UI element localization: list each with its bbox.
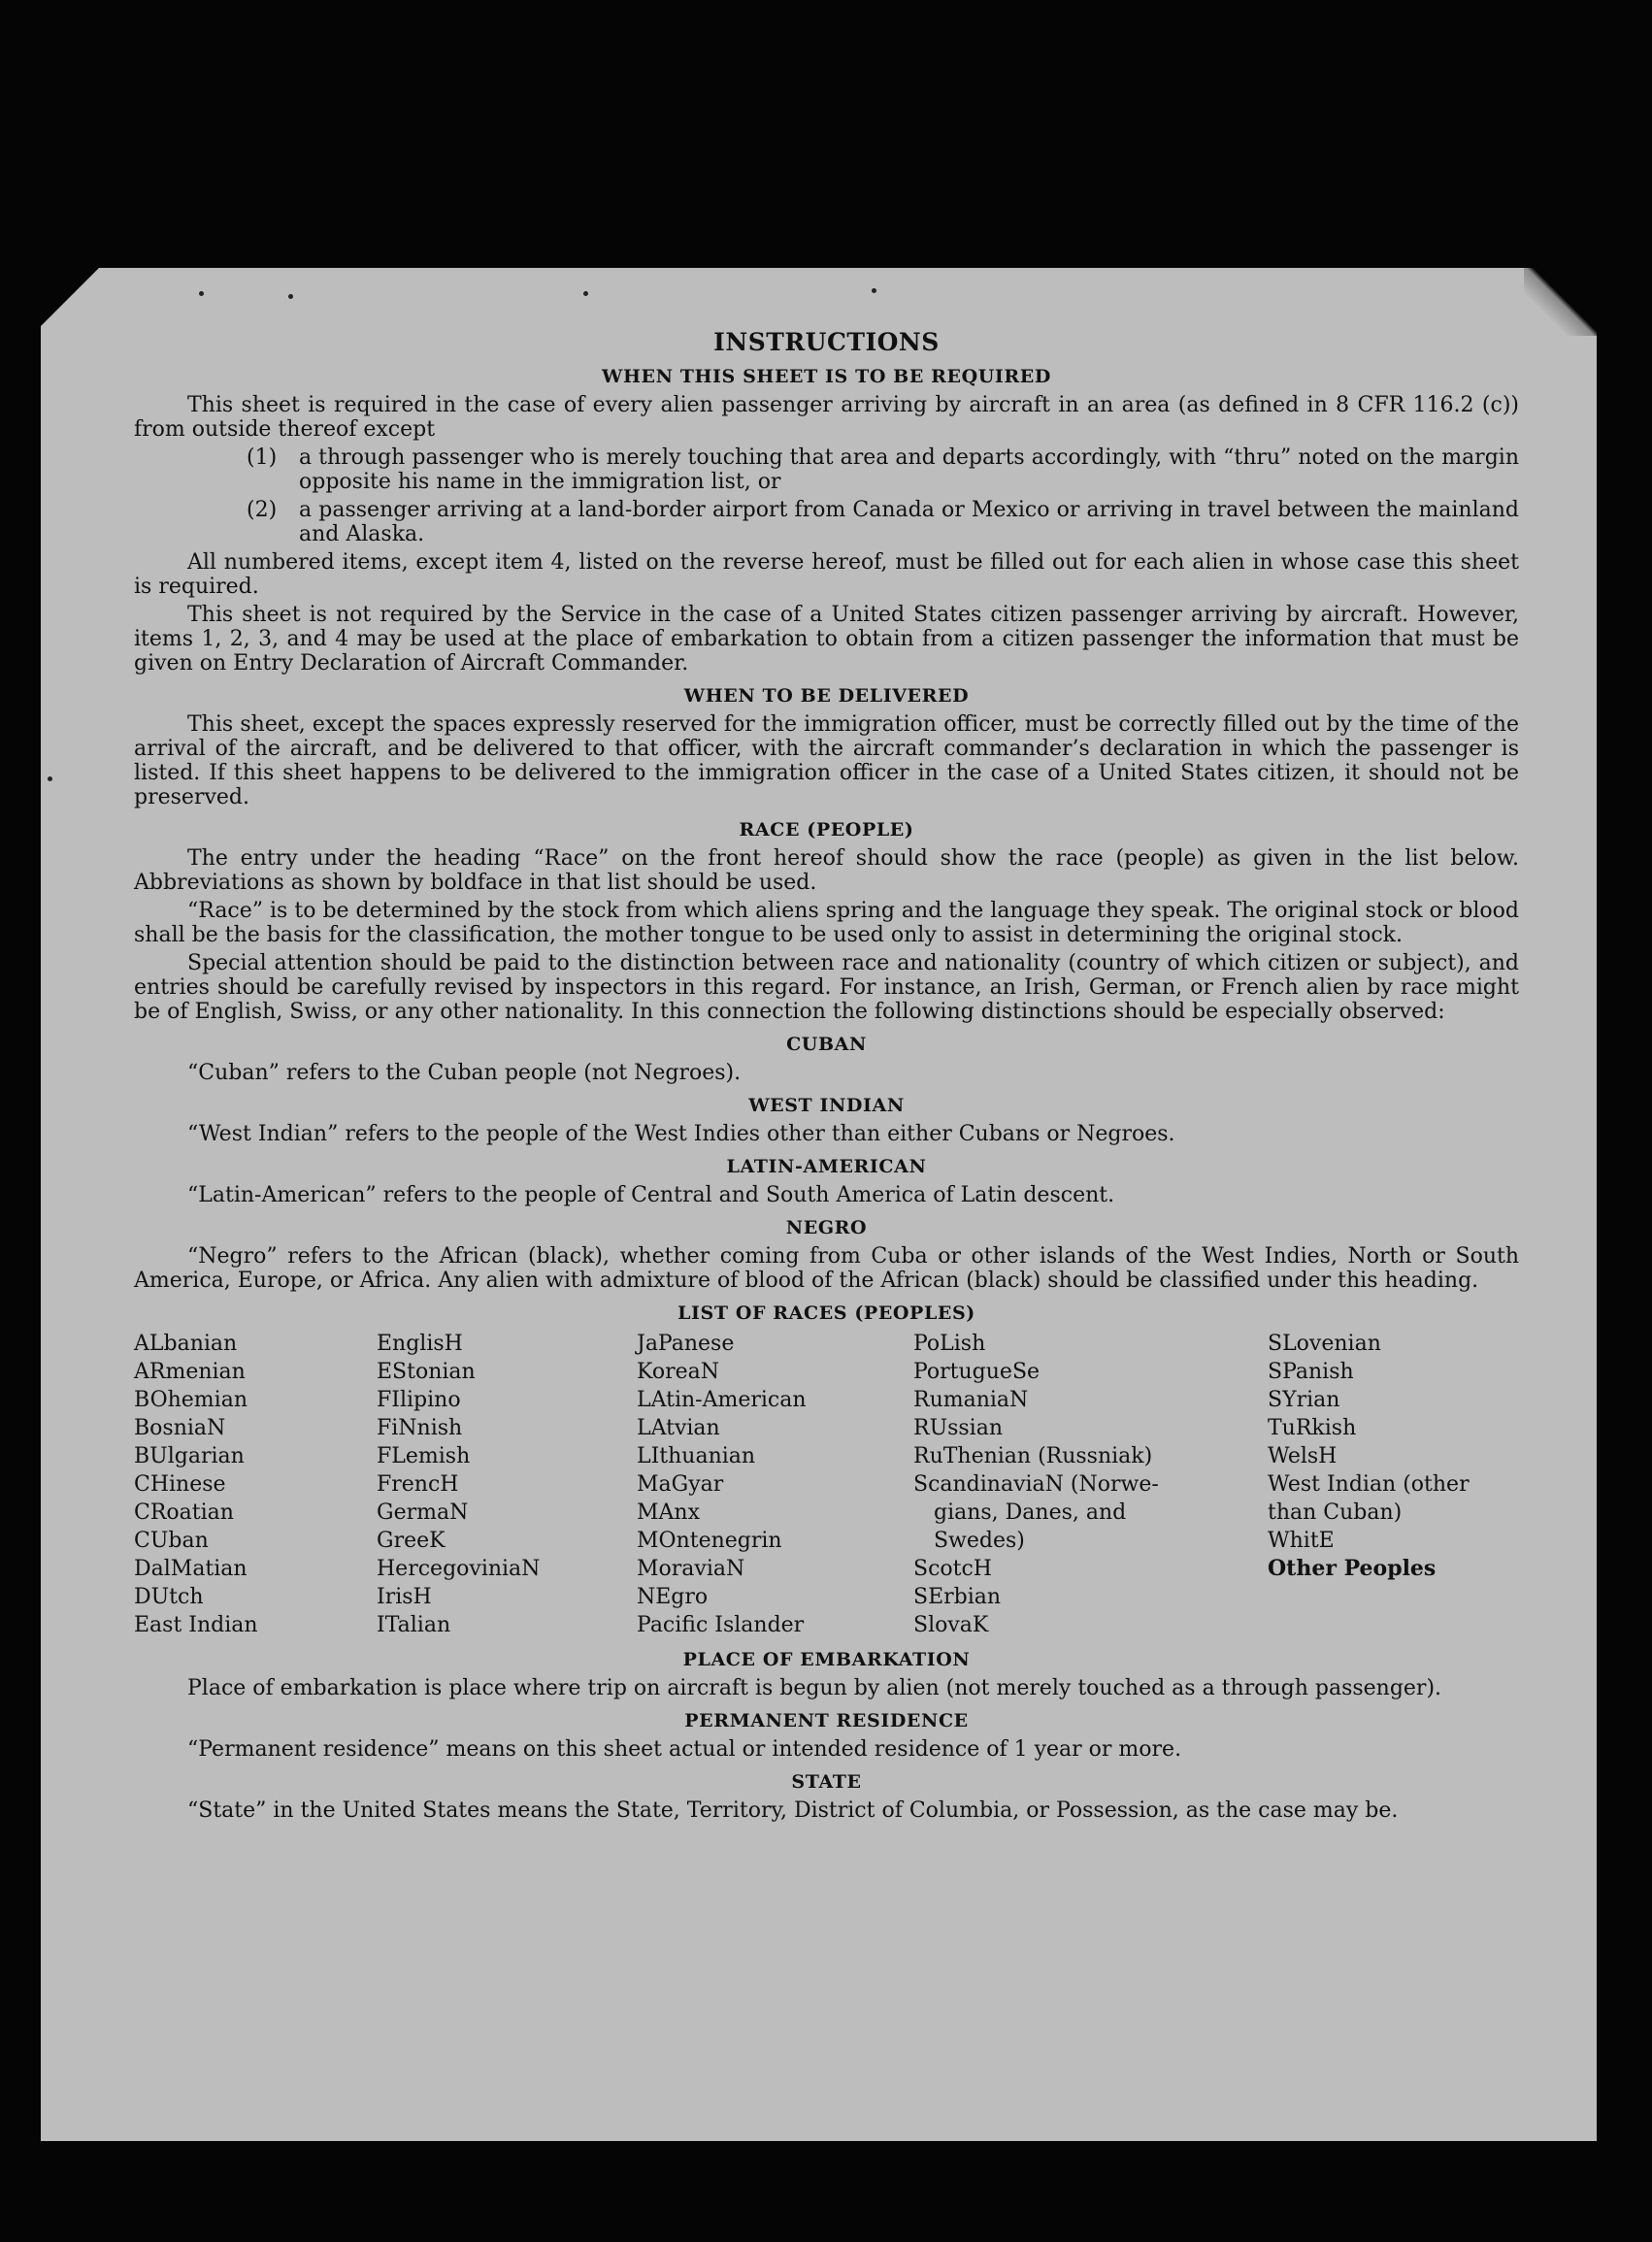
- race-entry: KoreaN: [637, 1360, 719, 1384]
- races-column-5: [1268, 1330, 1510, 1639]
- race-entry: MaGyar: [637, 1472, 724, 1497]
- paper-speck: [288, 294, 293, 299]
- race-entry: SlovaK: [913, 1613, 989, 1637]
- race-entry: EStonian: [377, 1360, 476, 1384]
- race-entry: MAnx: [637, 1500, 700, 1525]
- races-list: [134, 1330, 1519, 1639]
- race-entry: BosniaN: [134, 1416, 226, 1440]
- race-entry: PortugueSe: [913, 1360, 1041, 1384]
- race-entry: BUlgarian: [134, 1444, 245, 1468]
- exception-number-2: (2): [247, 498, 278, 522]
- race-entry: West Indian (other than Cuban): [1268, 1472, 1470, 1525]
- race-entry: Swedes): [913, 1529, 1025, 1553]
- heading-negro: NEGRO: [785, 1217, 868, 1238]
- exception-number-1: (1): [247, 445, 278, 470]
- race-entry: PoLish: [913, 1332, 986, 1356]
- race-entry: FrencH: [377, 1472, 459, 1497]
- race-entry: ScotcH: [913, 1557, 992, 1581]
- instruction-sheet: [41, 268, 1597, 2141]
- negro-paragraph: “Negro” refers to the African (black), whether coming from Cuba or other islands of the West Indies, North or South America, Europe, or Africa. Any alien with admixture of blood of the African (black) should be classified under this heading.: [134, 1244, 1519, 1293]
- race-paragraph-3: Special attention should be paid to the distinction between race and nationality (country of which citizen or subject), and entries should be carefully revised by inspectors in this regard. For instance, an Irish, German, or French alien by race might be of English, Swiss, or any other nationality. In this connection the following distinctions should be especially observed:: [134, 951, 1519, 1024]
- citizen-note-paragraph: This sheet is not required by the Service in the case of a United States citizen passenger arriving by aircraft. However, items 1, 2, 3, and 4 may be used at the place of embarkation to obtain from a citizen passenger the information that must be given on Entry Declaration of Aircraft Commander.: [134, 603, 1519, 676]
- place-of-embarkation-paragraph: Place of embarkation is place where trip on aircraft is begun by alien (not merely touched as a through passenger).: [187, 1676, 1442, 1700]
- exception-item-1: [134, 445, 1519, 494]
- folded-corner-left: [41, 268, 99, 326]
- race-entry: SLovenian: [1268, 1332, 1381, 1356]
- heading-state: STATE: [791, 1771, 862, 1793]
- race-entry: DUtch: [134, 1585, 204, 1609]
- race-entry: RUssian: [913, 1416, 1004, 1440]
- race-paragraph-2: “Race” is to be determined by the stock from which aliens spring and the language they speak. The original stock or blood shall be the basis for the classification, the mother tongue to be used only to assist in determining the original stock.: [134, 899, 1519, 947]
- paper-speck: [583, 291, 588, 296]
- permanent-residence-paragraph: “Permanent residence” means on this sheet actual or intended residence of 1 year or more.: [187, 1737, 1182, 1762]
- race-entry: ARmenian: [134, 1360, 246, 1384]
- paper-speck: [872, 288, 876, 293]
- paper-speck: [199, 291, 204, 296]
- west-indian-paragraph: “West Indian” refers to the people of the West Indies other than either Cubans or Negroes.: [187, 1122, 1175, 1146]
- race-entry: DalMatian: [134, 1557, 248, 1581]
- race-entry: CRoatian: [134, 1500, 234, 1525]
- races-column-2: [377, 1330, 637, 1639]
- race-entry: LAtvian: [637, 1416, 720, 1440]
- page-title: INSTRUCTIONS: [713, 328, 940, 356]
- race-entry: MOntenegrin: [637, 1529, 782, 1553]
- race-entry: MoraviaN: [637, 1557, 745, 1581]
- heading-place-of-embarkation: PLACE OF EMBARKATION: [682, 1649, 971, 1670]
- heading-when-required: WHEN THIS SHEET IS TO BE REQUIRED: [602, 366, 1051, 387]
- race-entry: ALbanian: [134, 1332, 238, 1356]
- race-entry: Other Peoples: [1268, 1556, 1437, 1581]
- heading-permanent-residence: PERMANENT RESIDENCE: [684, 1710, 969, 1731]
- race-entry: EnglisH: [377, 1332, 463, 1356]
- exception-text-2: a passenger arriving at a land-border airport from Canada or Mexico or arriving in travel between the mainland and Alaska.: [299, 498, 1519, 546]
- race-entry: RuThenian (Russniak): [913, 1444, 1153, 1468]
- race-entry: CHinese: [134, 1472, 226, 1497]
- race-entry: BOhemian: [134, 1388, 248, 1412]
- heading-when-delivered: WHEN TO BE DELIVERED: [683, 685, 970, 707]
- state-paragraph: “State” in the United States means the State, Territory, District of Columbia, or Possession, as the case may be.: [187, 1798, 1399, 1823]
- races-column-1: [134, 1330, 377, 1639]
- race-entry: NEgro: [637, 1585, 709, 1609]
- race-entry: WelsH: [1268, 1444, 1338, 1468]
- races-column-4: [913, 1330, 1268, 1639]
- race-entry: SYrian: [1268, 1388, 1340, 1412]
- race-entry: WhitE: [1268, 1529, 1335, 1553]
- numbered-items-paragraph: All numbered items, except item 4, listed on the reverse hereof, must be filled out for each alien in whose case this sheet is required.: [134, 550, 1519, 599]
- race-entry: FLemish: [377, 1444, 471, 1468]
- race-entry: LIthuanian: [637, 1444, 756, 1468]
- race-entry: SErbian: [913, 1585, 1002, 1609]
- folded-corner-right: [1524, 268, 1597, 336]
- race-entry: JaPanese: [637, 1332, 735, 1356]
- when-required-intro: This sheet is required in the case of every alien passenger arriving by aircraft in an area (as defined in 8 CFR 116.2 (c)) from outside thereof except: [134, 393, 1519, 442]
- race-entry: GermaN: [377, 1500, 469, 1525]
- race-entry: FiNnish: [377, 1416, 463, 1440]
- heading-cuban: CUBAN: [786, 1034, 867, 1055]
- race-entry: TuRkish: [1268, 1416, 1357, 1440]
- race-entry: IrisH: [377, 1585, 432, 1609]
- race-entry: FIlipino: [377, 1388, 461, 1412]
- exception-item-2: [134, 498, 1519, 546]
- heading-list-of-races: LIST OF RACES (PEOPLES): [677, 1302, 975, 1324]
- race-entry: gians, Danes, and: [913, 1500, 1127, 1525]
- race-entry: RumaniaN: [913, 1388, 1029, 1412]
- race-entry: SPanish: [1268, 1360, 1354, 1384]
- heading-west-indian: WEST INDIAN: [748, 1095, 905, 1116]
- heading-latin-american: LATIN-AMERICAN: [726, 1156, 927, 1177]
- exception-text-1: a through passenger who is merely touching that area and departs accordingly, with “thru” noted on the margin opposite his name in the immigration list, or: [299, 445, 1519, 494]
- race-entry: GreeK: [377, 1529, 446, 1553]
- paper-speck: [48, 776, 52, 781]
- race-entry: HercegoviniaN: [377, 1557, 541, 1581]
- race-entry: Pacific Islander: [637, 1613, 805, 1637]
- race-entry: ScandinaviaN (Norwe-: [913, 1472, 1159, 1497]
- race-entry: ITalian: [377, 1613, 451, 1637]
- latin-american-paragraph: “Latin-American” refers to the people of Central and South America of Latin descent.: [187, 1183, 1115, 1207]
- race-entry: CUban: [134, 1529, 209, 1553]
- cuban-paragraph: “Cuban” refers to the Cuban people (not Negroes).: [187, 1061, 742, 1085]
- heading-race: RACE (PEOPLE): [739, 819, 914, 841]
- when-delivered-paragraph: This sheet, except the spaces expressly reserved for the immigration officer, must be correctly filled out by the time of the arrival of the aircraft, and be delivered to that officer, with the aircraft commander’s declaration in which the passenger is listed. If this sheet happens to be delivered to the immigration officer in the case of a United States citizen, it should not be preserved.: [134, 712, 1519, 809]
- race-entry: East Indian: [134, 1613, 258, 1637]
- races-column-3: [637, 1330, 913, 1639]
- race-paragraph-1: The entry under the heading “Race” on the front hereof should show the race (people) as given in the list below. Abbreviations as shown by boldface in that list should be used.: [134, 846, 1519, 895]
- race-entry: LAtin-American: [637, 1388, 807, 1412]
